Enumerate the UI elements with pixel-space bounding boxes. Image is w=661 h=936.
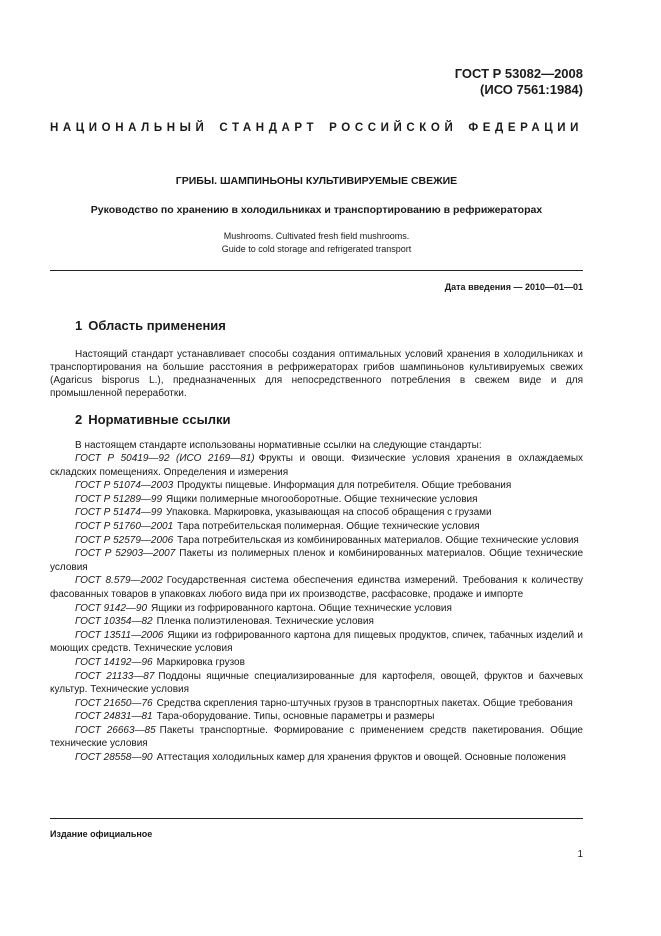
introduction-date: Дата введения — 2010—01—01 <box>444 282 583 292</box>
reference-code: ГОСТ Р 51289—99 <box>75 493 163 505</box>
reference-item <box>50 629 583 656</box>
reference-item <box>50 534 583 548</box>
reference-title: Тара потребительская полимерная. Общие технические условия <box>177 520 480 532</box>
reference-item <box>50 547 583 574</box>
section-2-heading <box>75 412 230 427</box>
document-subtitle: Руководство по хранению в холодильниках и транспортированию в рефрижераторах <box>90 204 543 216</box>
normative-references-list <box>50 452 583 765</box>
document-title: ГРИБЫ. ШАМПИНЬОНЫ КУЛЬТИВИРУЕМЫЕ СВЕЖИЕ <box>175 175 458 187</box>
section-1-heading <box>75 318 226 333</box>
reference-item <box>50 751 583 765</box>
reference-title: Поддоны ящичные специализированные для картофеля, овощей, фруктов и бахчевых культур. Технические условия <box>50 670 583 696</box>
reference-item <box>50 452 583 479</box>
reference-item <box>50 493 583 507</box>
reference-code: ГОСТ Р 51760—2001 <box>75 520 174 532</box>
reference-item <box>50 506 583 520</box>
document-code <box>455 66 583 98</box>
footer-divider <box>50 818 583 819</box>
reference-title: Продукты пищевые. Информация для потребителя. Общие требования <box>177 480 512 492</box>
standard-banner: НАЦИОНАЛЬНЫЙ СТАНДАРТ РОССИЙСКОЙ ФЕДЕРАЦИИ <box>50 122 583 134</box>
reference-item <box>50 574 583 601</box>
reference-code: ГОСТ 21650—76 <box>75 697 153 709</box>
reference-code: ГОСТ Р 50419—92 (ИСО 2169—81) <box>75 453 255 464</box>
reference-item <box>50 697 583 711</box>
reference-item <box>50 602 583 616</box>
reference-code: ГОСТ 24831—81 <box>75 711 153 723</box>
official-edition-label: Издание официальное <box>50 829 153 839</box>
reference-code: ГОСТ Р 51074—2003 <box>75 480 174 492</box>
section-2-intro: В настоящем стандарте использованы нормативные ссылки на следующие стандарты: <box>75 440 482 451</box>
reference-item <box>50 615 583 629</box>
page-number: 1 <box>577 849 583 860</box>
reference-code: ГОСТ 8.579—2002 <box>75 575 163 587</box>
reference-title: Пакеты транспортные. Формирование с применением средств пакетирования. Общие технические условия <box>50 724 583 750</box>
english-title-line1: Mushrooms. Cultivated fresh field mushrooms. <box>223 231 410 241</box>
reference-item <box>50 670 583 697</box>
english-title <box>50 230 583 256</box>
document-code-line2: (ИСО 7561:1984) <box>480 82 583 97</box>
reference-item <box>50 520 583 534</box>
reference-item <box>50 656 583 670</box>
reference-title: Государственная система обеспечения единства измерений. Требования к количеству фасованных товаров в упаковках любого вида при их производстве, расфасовке, продаже и импорте <box>50 575 583 600</box>
reference-title: Фрукты и овощи. Физические условия хранения в охлаждаемых складских помещениях. Определения и измерения <box>50 453 584 478</box>
reference-code: ГОСТ 10354—82 <box>75 616 153 628</box>
reference-title: Ящики из гофрированного картона. Общие технические условия <box>151 602 452 614</box>
reference-title: Упаковка. Маркировка, указывающая на способ обращения с грузами <box>166 507 492 519</box>
reference-title: Ящики полимерные многооборотные. Общие технические условия <box>166 493 478 505</box>
section-1-number: 1 <box>75 318 83 333</box>
reference-code: ГОСТ 26663—85 <box>75 724 156 736</box>
reference-code: ГОСТ Р 51474—99 <box>75 507 163 519</box>
reference-title: Пленка полиэтиленовая. Технические условия <box>156 616 374 628</box>
reference-item <box>50 724 583 751</box>
reference-title: Тара-оборудование. Типы, основные параметры и размеры <box>156 711 435 723</box>
english-title-line2: Guide to cold storage and refrigerated transport <box>221 244 412 254</box>
reference-code: ГОСТ 28558—90 <box>75 752 153 764</box>
section-1-title: Область применения <box>88 318 226 333</box>
reference-item <box>50 710 583 724</box>
header-divider <box>50 270 583 271</box>
reference-title: Средства скрепления тарно-штучных грузов в транспортных пакетах. Общие требования <box>156 697 573 709</box>
reference-code: ГОСТ Р 52579—2006 <box>75 534 174 546</box>
reference-title: Пакеты из полимерных пленок и комбинированных материалов. Общие технические условия <box>50 548 583 573</box>
reference-code: ГОСТ 13511—2006 <box>75 629 164 641</box>
section-2-number: 2 <box>75 412 83 427</box>
section-1-text: Настоящий стандарт устанавливает способы создания оптимальных условий хранения в холодильниках и транспортирования на большие расстояния в рефрижераторах грибов шампиньонов культивируемых свежих (Agaricus bisporus L.), предназначенных для непосредственного потребления в свежем виде и для промышленной переработки. <box>50 349 583 399</box>
reference-title: Ящики из гофрированного картона для пищевых продуктов, спичек, табачных изделий и моющих средств. Технические условия <box>50 629 583 655</box>
section-2-title: Нормативные ссылки <box>88 412 231 427</box>
reference-code: ГОСТ 14192—96 <box>75 656 153 668</box>
reference-title: Тара потребительская из комбинированных материалов. Общие технические условия <box>177 534 579 546</box>
reference-code: ГОСТ 21133—87 <box>75 670 155 682</box>
reference-code: ГОСТ Р 52903—2007 <box>75 548 176 560</box>
document-code-line1: ГОСТ Р 53082—2008 <box>454 66 583 81</box>
reference-code: ГОСТ 9142—90 <box>75 602 148 614</box>
reference-item <box>50 479 583 493</box>
reference-title: Маркировка грузов <box>156 656 245 668</box>
reference-title: Аттестация холодильных камер для хранения фруктов и овощей. Основные положения <box>156 752 566 764</box>
